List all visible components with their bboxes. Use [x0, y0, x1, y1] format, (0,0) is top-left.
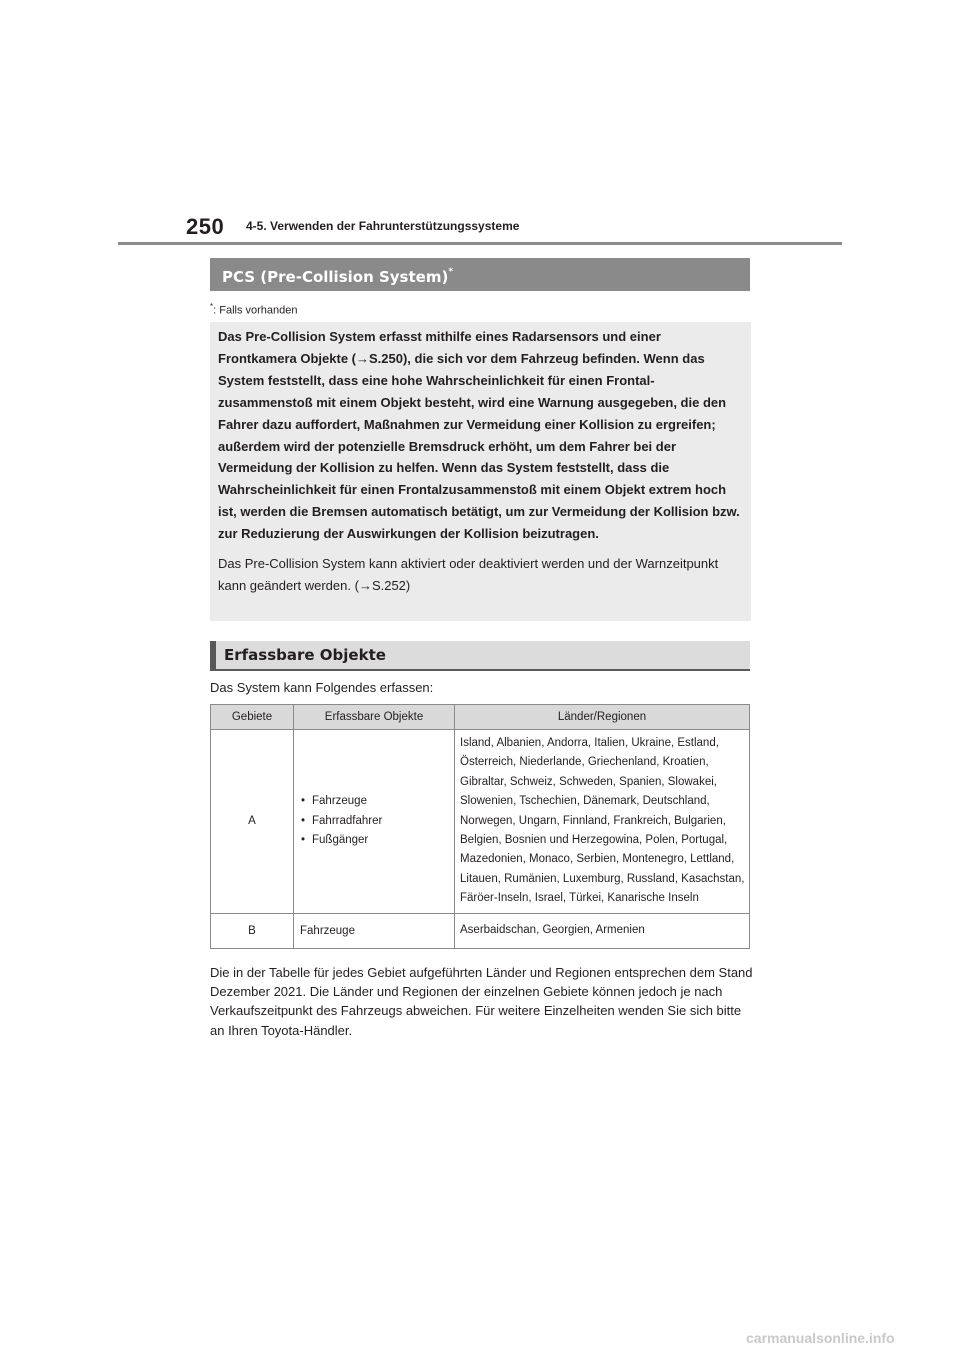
pcs-intro-bold-text-1: Das Pre-Collision System erfasst mithilfe eines Radarsensors und einer Frontkamera Objekte (: [218, 329, 661, 366]
objects-section-title: Erfassbare Objekte: [210, 641, 750, 671]
running-head: 4-5. Verwenden der Fahrunterstützungssysteme: [246, 219, 520, 233]
pcs-intro-bold-paragraph: [218, 326, 741, 545]
countries-cell: Island, Albanien, Andorra, Italien, Ukraine, Estland, Österreich, Niederlande, Griechenland, Kroatien, Gibraltar, Schweiz, Schweden, Spanien, Slowakei, Slowenien, Tschechien, Dänemark, Deutschland, Norwegen, Ungarn, Finnland, Frankreich, Bulgarien, Belgien, Bosnien und Herzegowina, Polen, Portugal, Mazedonien, Monaco, Serbien, Montenegro, Lettland, Litauen, Rumänien, Luxemburg, Russland, Kasachstan, Färöer-Inseln, Israel, Türkei, Kanarische Inseln: [455, 730, 750, 914]
header-rule: [118, 242, 842, 245]
pcs-section-title-text: PCS (Pre-Collision System): [222, 268, 449, 286]
page-number: 250: [186, 214, 225, 239]
footnote-mark: *: [210, 302, 214, 311]
pcs-intro-bold-text-2: S.250), die sich vor dem Fahrzeug befinden. Wenn das System feststellt, dass eine hohe Wahrscheinlichkeit für einen Frontalzusammenstoß mit einem Objekt besteht, wird eine Warnung ausgegeben, die den Fahrer dazu auffordert, Maßnahmen zur Vermeidung einer Kollision zu ergreifen; außerdem wird der potenzielle Bremsdruck erhöht, um dem Fahrer bei der Vermeidung der Kollision zu helfen. Wenn das System feststellt, dass die Wahrscheinlichkeit für einen Frontalzusammenstoß mit einem Objekt extrem hoch ist, werden die Bremsen automatisch betätigt, um zur Vermeidung der Kollision bzw. zur Reduzierung der Auswirkungen der Kollision beizutragen.: [218, 350, 740, 542]
list-item: • Fahrzeuge: [300, 792, 454, 812]
site-watermark: carmanualsonline.info: [746, 1330, 895, 1346]
pcs-intro-normal-text-1: Das Pre-Collision System kann aktiviert oder deaktiviert werden und der Warnzeitpunkt kann geändert werden. (: [218, 556, 719, 594]
header-areas: Gebiete: [211, 705, 294, 730]
pcs-title-footnote-mark: *: [448, 267, 454, 277]
objects-cell: Fahrzeuge: [294, 913, 455, 948]
table-header-row: [211, 705, 750, 730]
objects-list: [300, 792, 454, 851]
table-row: [211, 913, 750, 948]
objects-cell: [294, 730, 455, 914]
availability-footnote: [210, 302, 298, 317]
list-item: • Fahrradfahrer: [300, 812, 454, 832]
closing-paragraph: Die in der Tabelle für jedes Gebiet aufgeführten Länder und Regionen entsprechen dem Stand Dezember 2021. Die Länder und Regionen der einzelnen Gebiete können jedoch je nach Verkaufszeitpunkt des Fahrzeugs abweichen. Für weitere Einzelheiten wenden Sie sich bitte an Ihren Toyota-Händler.: [210, 965, 753, 1038]
header-countries: Länder/Regionen: [455, 705, 750, 730]
pcs-intro-normal-paragraph: [218, 553, 741, 597]
area-cell: A: [211, 730, 294, 914]
footnote-text: : Falls vorhanden: [213, 304, 298, 317]
pcs-intro-normal-text-2: S.252): [371, 578, 411, 594]
area-cell: B: [211, 913, 294, 948]
list-item: • Fußgänger: [300, 831, 454, 851]
right-arrow-icon: →: [358, 578, 372, 594]
countries-cell: Aserbaidschan, Georgien, Armenien: [455, 913, 750, 948]
pcs-section-title: [210, 258, 750, 291]
objects-lead-text: Das System kann Folgendes erfassen:: [210, 680, 434, 695]
header-objects: Erfassbare Objekte: [294, 705, 455, 730]
table-row: [211, 730, 750, 914]
regions-table: [210, 704, 750, 949]
pcs-intro-box: [210, 322, 751, 621]
right-arrow-icon: →: [356, 350, 369, 366]
